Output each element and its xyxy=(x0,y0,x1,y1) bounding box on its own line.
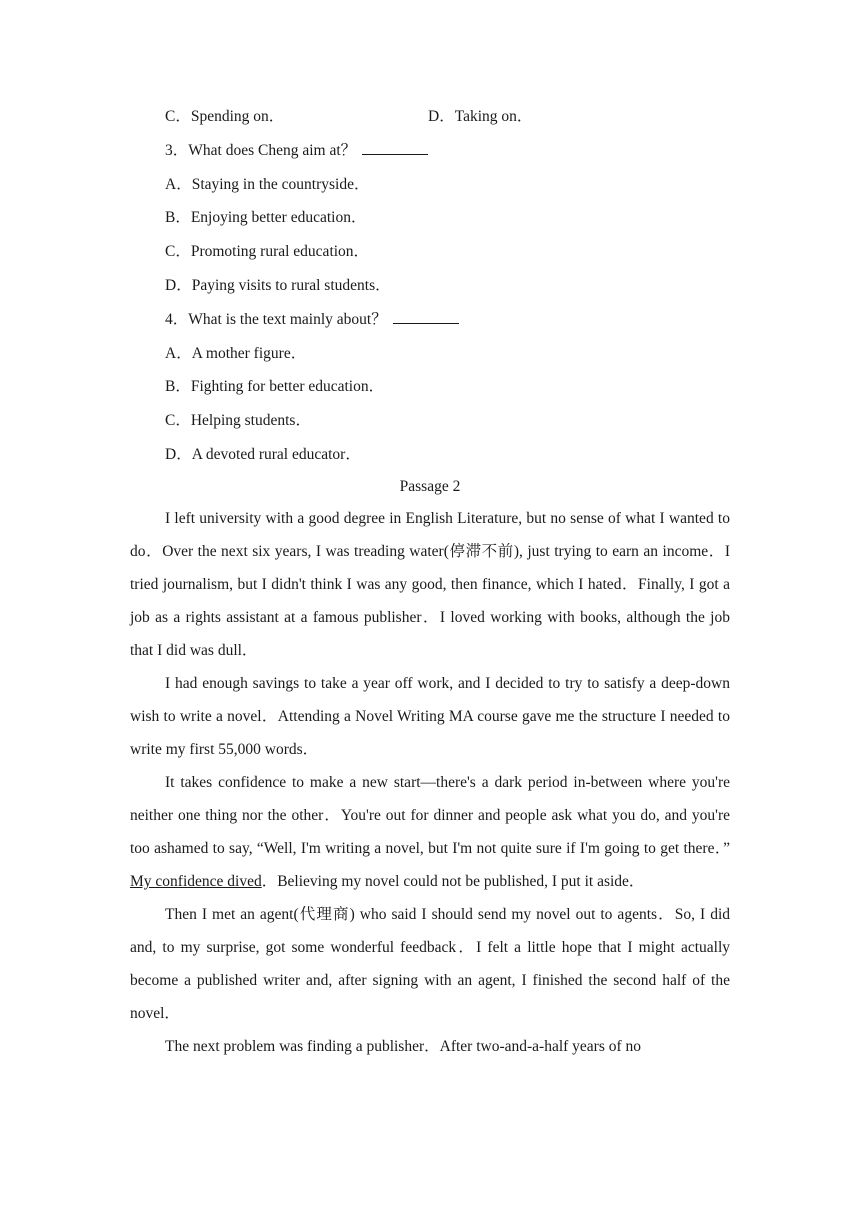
q3-option-a: A．Staying in the countryside． xyxy=(165,175,370,193)
q2-options-row xyxy=(130,100,730,134)
paragraph-3 xyxy=(130,766,730,898)
paragraph-3-start: It takes confidence to make a new start—there's a dark period in-between where you're neither one thing nor the other．You're out for dinner and people ask what you do, and you're too ashamed to say, “Well, I'm writing a novel, but I'm not quite sure if I'm going to get there．” xyxy=(130,773,730,857)
q4-option-b: B．Fighting for better education． xyxy=(165,378,385,396)
q3-question-text: 3．What does Cheng aim at？ xyxy=(165,141,357,159)
q2-option-c: C．Spending on． xyxy=(165,108,285,125)
q4-option-c: C．Helping students． xyxy=(165,412,311,430)
q3-option-b: B．Enjoying better education． xyxy=(165,209,367,227)
q4-option-a: A．A mother figure． xyxy=(165,344,307,362)
q4-question xyxy=(130,303,730,337)
paragraph-2: I had enough savings to take a year off work, and I decided to try to satisfy a deep-down wish to write a novel．Attending a Novel Writing MA course gave me the structure I needed to write my first 55,000 words． xyxy=(130,674,730,758)
q4-question-text: 4．What is the text mainly about？ xyxy=(165,310,387,328)
q3-option-c: C．Promoting rural education． xyxy=(165,243,370,261)
paragraph-3-end: ．Believing my novel could not be published, I put it aside． xyxy=(261,872,645,890)
paragraph-1: I left university with a good degree in English Literature, but no sense of what I wanted to do．Over the next six years, I was treading water(停滞不前), just trying to earn an income．I tried journalism, but I didn't think I was any good, then finance, which I hated．Finally, I got a job as a rights assistant at a famous publisher．I loved working with books, although the job that I did was dull． xyxy=(130,509,730,659)
passage-body xyxy=(130,502,730,1063)
document-page xyxy=(130,100,730,1063)
q3-question xyxy=(130,134,730,168)
q2-option-d: D．Taking on． xyxy=(428,108,533,125)
q3-option-d: D．Paying visits to rural students． xyxy=(165,276,391,294)
q4-option-d: D．A devoted rural educator． xyxy=(165,445,361,463)
underlined-phrase: My confidence dived xyxy=(130,872,262,890)
paragraph-5: The next problem was finding a publisher．After two-and-a-half years of no xyxy=(165,1037,642,1055)
passage-title: Passage 2 xyxy=(399,477,461,495)
q3-answer-blank[interactable] xyxy=(362,136,428,155)
q4-answer-blank[interactable] xyxy=(393,305,459,324)
paragraph-4: Then I met an agent(代理商) who said I should send my novel out to agents．So, I did and, to my surprise, got some wonderful feedback．I felt a little hope that I might actually become a published writer and, after signing with an agent, I finished the second half of the novel． xyxy=(130,905,730,1022)
